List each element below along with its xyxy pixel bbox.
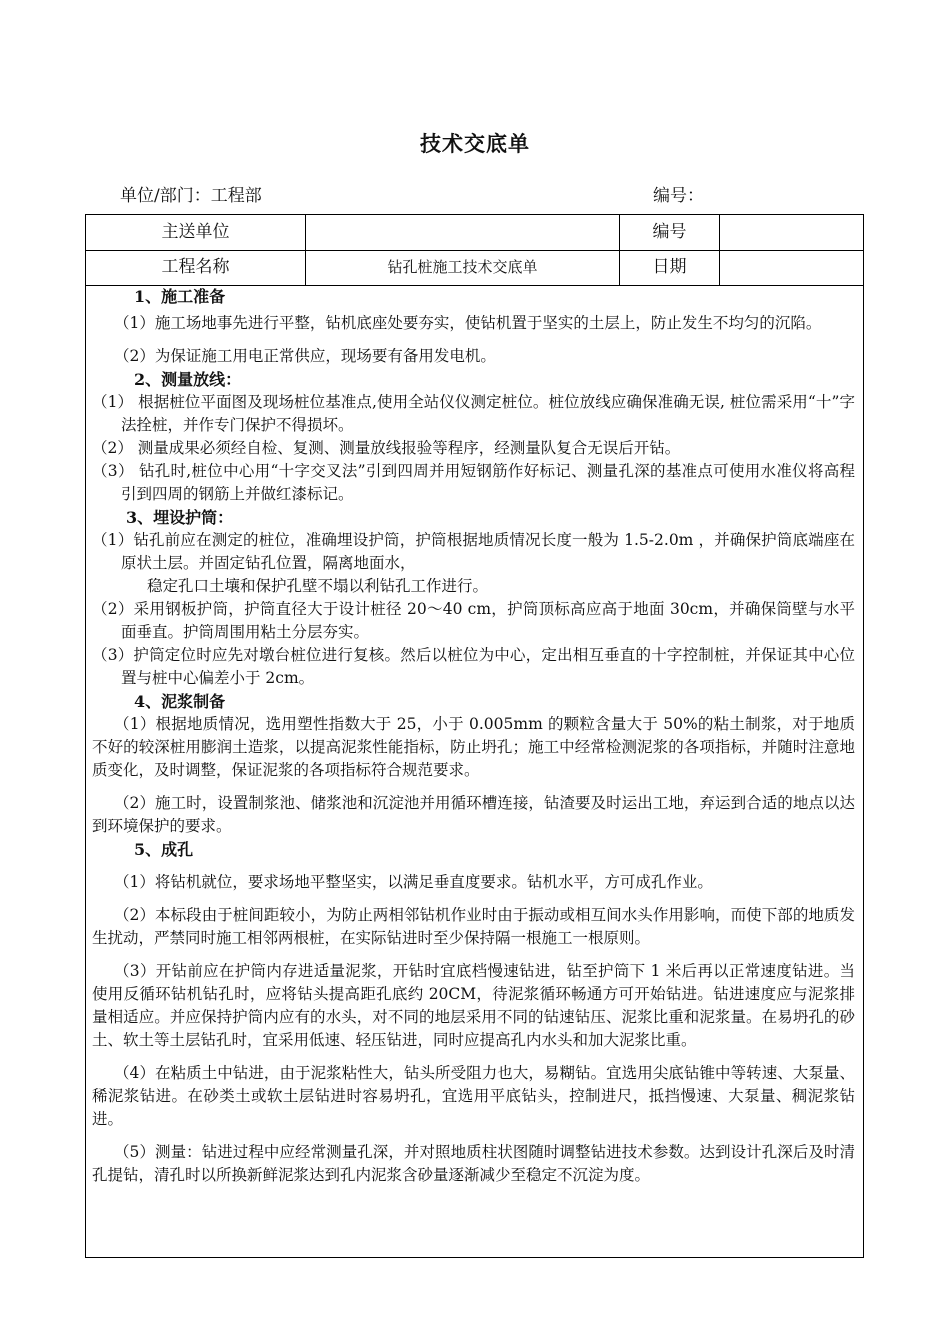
section-3-heading: 3、埋设护筒： xyxy=(126,508,234,527)
number-value xyxy=(720,215,863,250)
header-row-send-unit xyxy=(86,215,863,251)
send-unit-label: 主送单位 xyxy=(86,215,306,250)
section-5-para-2: （2）本标段由于桩间距较小，为防止两相邻钻机作业时由于振动或相互间水头作用影响，而使下部的地质发生扰动，严禁同时施工相邻两根桩，在实际钻进时至少保持隔一根施工一根原则。 xyxy=(92,906,855,947)
section-2-para-1: （1） 根据桩位平面图及现场桩位基准点,使用全站仪仪测定桩位。桩位放线应确保准确无误, 桩位需采用“十”字法拴桩，并作专门保护不得损坏。 xyxy=(92,393,855,434)
header-row-project xyxy=(86,250,863,286)
send-unit-value xyxy=(306,215,620,250)
section-5-para-3: （3）开钻前应在护筒内存进适量泥浆，开钻时宜底档慢速钻进，钻至护筒下 1 米后再以正常速度钻进。当使用反循环钻机钻孔时，应将钻头提高距孔底约 20CM，待泥浆循环畅通方可开始钻进。钻进速度应与泥浆排量相适应。并应保持护筒内应有的水头，对不同的地层采用不同的钻速钻压、泥浆比重和泥浆量。在易坍孔的砂土、软土等土层钻孔时，宜采用低速、轻压钻进，同时应提高孔内水头和加大泥浆比重。 xyxy=(92,962,855,1049)
briefing-sheet xyxy=(85,214,864,1258)
section-3-para-2: （2）采用钢板护筒，护筒直径大于设计桩径 20～40 cm，护筒顶标高应高于地面 30cm，并确保筒壁与水平面垂直。护筒周围用粘土分层夯实。 xyxy=(92,600,855,641)
document-title: 技术交底单 xyxy=(420,131,530,156)
section-4-para-2: （2）施工时，设置制浆池、储浆池和沉淀池并用循环槽连接，钻渣要及时运出工地，弃运到合适的地点以达到环境保护的要求。 xyxy=(92,794,855,835)
section-1-para-2: （2）为保证施工用电正常供应，现场要有备用发电机。 xyxy=(114,347,496,365)
section-5-para-4: （4）在粘质土中钻进，由于泥浆粘性大，钻头所受阻力也大，易糊钻。宜选用尖底钻锥中等转速、大泵量、稀泥浆钻进。在砂类土或软土层钻进时容易坍孔，宜选用平底钻头，控制进尺，抵挡慢速、大泵量、稠泥浆钻进。 xyxy=(92,1064,855,1128)
date-value xyxy=(720,250,863,285)
document-number-label: 编号： xyxy=(653,186,704,206)
section-1-para-1: （1）施工场地事先进行平整，钻机底座处要夯实，使钻机置于坚实的土层上，防止发生不均匀的沉陷。 xyxy=(114,314,822,332)
section-2-para-3: （3） 钻孔时,桩位中心用“十字交叉法”引到四周并用短钢筋作好标记、测量孔深的基准点可使用水准仪将高程引到四周的钢筋上并做红漆标记。 xyxy=(92,462,855,503)
briefing-content xyxy=(86,285,863,1187)
section-5-heading: 5、成孔 xyxy=(134,840,194,859)
project-name-label: 工程名称 xyxy=(86,250,306,285)
section-1-heading: 1、施工准备 xyxy=(134,287,226,306)
number-label: 编号 xyxy=(620,215,720,250)
section-5-para-1: （1）将钻机就位，要求场地平整坚实，以满足垂直度要求。钻机水平，方可成孔作业。 xyxy=(114,873,713,891)
section-2-heading: 2、测量放线： xyxy=(134,370,242,389)
project-name-value: 钻孔桩施工技术交底单 xyxy=(306,250,620,285)
section-3-para-1: （1）钻孔前应在测定的桩位，准确埋设护筒，护筒根据地质情况长度一般为 1.5-2.0m ，并确保护筒底端座在原状土层。并固定钻孔位置，隔离地面水， xyxy=(92,531,855,572)
section-5-para-5: （5）测量：钻进过程中应经常测量孔深，并对照地质柱状图随时调整钻进技术参数。达到设计孔深后及时清孔提钻，清孔时以所换新鲜泥浆达到孔内泥浆含砂量逐渐减少至稳定不沉淀为度。 xyxy=(92,1143,855,1184)
section-4-para-1: （1）根据地质情况，选用塑性指数大于 25，小于 0.005mm 的颗粒含量大于 50%的粘土制浆，对于地质不好的较深桩用膨润土造浆，以提高泥浆性能指标，防止坍孔；施工中经常检测泥浆的各项指标，并随时注意地质变化，及时调整，保证泥浆的各项指标符合规范要求。 xyxy=(92,715,855,779)
date-label: 日期 xyxy=(620,250,720,285)
section-3-para-1-continued: 稳定孔口土壤和保护孔壁不塌以利钻孔工作进行。 xyxy=(147,577,489,595)
section-3-para-3: （3）护筒定位时应先对墩台桩位进行复核。然后以桩位为中心，定出相互垂直的十字控制桩，并保证其中心位置与桩中心偏差小于 2cm。 xyxy=(92,646,855,687)
section-4-heading: 4、泥浆制备 xyxy=(134,692,226,711)
unit-department: 单位/部门：工程部 xyxy=(120,186,262,206)
section-2-para-2: （2） 测量成果必须经自检、复测、测量放线报验等程序，经测量队复合无误后开钻。 xyxy=(92,439,681,457)
